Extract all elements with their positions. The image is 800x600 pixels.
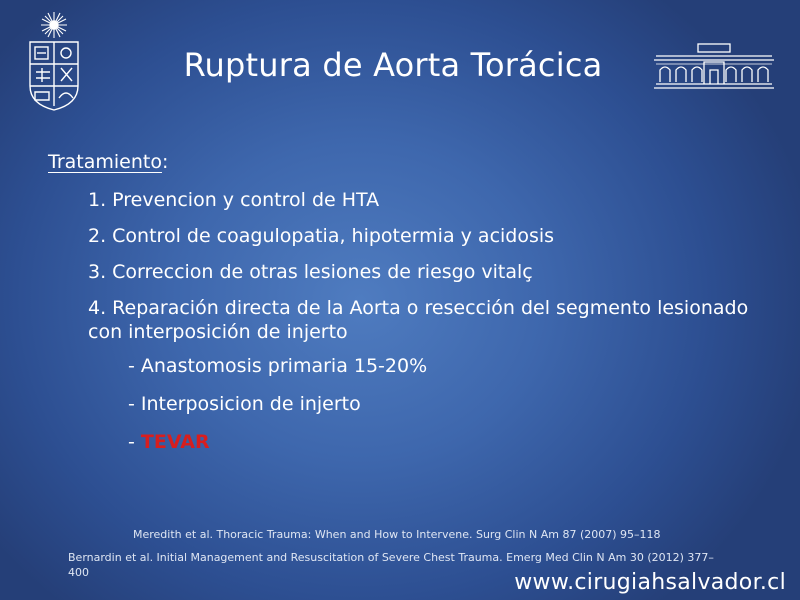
treatment-item: 4. Reparación directa de la Aorta o resección del segmento lesionado con interposición de injerto [88, 297, 749, 343]
treatment-item: 2. Control de coagulopatia, hipotermia y acidosis [88, 225, 555, 247]
sub-item-tevar [128, 430, 768, 454]
website-url: www.cirugiahsalvador.cl [514, 570, 786, 595]
treatment-item: 1. Prevencion y control de HTA [88, 189, 380, 211]
tevar-highlight: TEVAR [140, 431, 210, 453]
section-heading: Tratamiento [48, 151, 162, 173]
reference-meredith: Meredith et al. Thoracic Trauma: When and How to Intervene. Surg Clin N Am 87 (2007) 95–118 [133, 528, 661, 541]
sub-item-prefix: - [128, 431, 141, 453]
treatment-item: 3. Correccion de otras lesiones de riesgo vitalç [88, 261, 533, 283]
reference-bernardin: Bernardin et al. Initial Management and Resuscitation of Severe Chest Trauma. Emerg Med Clin N Am 30 (2012) 377–400 [68, 551, 714, 579]
section-heading-line [48, 150, 768, 174]
slide-body [48, 150, 768, 468]
sub-item: - Anastomosis primaria 15-20% [128, 355, 428, 377]
slide-title: Ruptura de Aorta Torácica [183, 46, 603, 84]
sub-item: - Interposicion de injerto [128, 393, 361, 415]
section-heading-colon: : [161, 151, 169, 173]
